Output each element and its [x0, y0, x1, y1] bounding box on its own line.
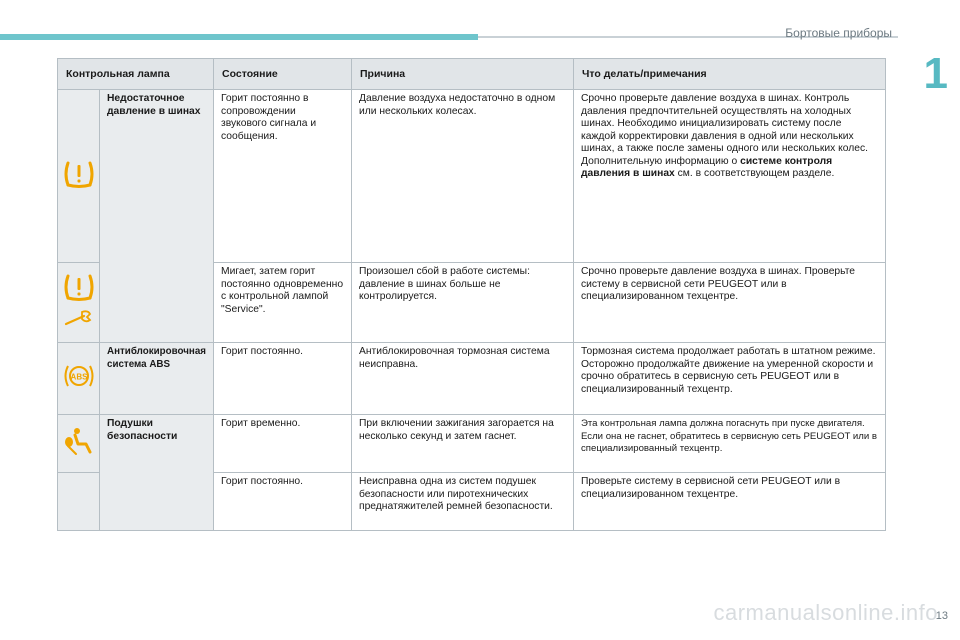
table-row [58, 90, 886, 263]
page-number: 13 [935, 610, 948, 622]
lamp-state: Горит постоянно. [214, 473, 352, 531]
airbag-icon [62, 426, 96, 456]
table-row [58, 343, 886, 415]
column-header-action: Что делать/примечания [574, 59, 886, 90]
lamp-cause: При включении зажигания загорается на несколько секунд и затем гаснет. [352, 415, 574, 473]
lamp-state: Горит постоянно в сопровождении звукового сигнала и сообщения. [214, 90, 352, 263]
header-accent-bar [0, 34, 478, 40]
action-line: Дополнительную информацию о [581, 155, 741, 167]
action-line: Срочно проверьте давление воздуха в шинах. [581, 93, 802, 104]
lamp-action: Эта контрольная лампа должна погаснуть при пуске двигателя. Если она не гаснет, обратитесь в сервисную сеть PEUGEOT или в специализированный техцентр. [574, 415, 886, 473]
lamp-action: Проверьте систему в сервисной сети PEUGEOT или в специализированном техцентре. [574, 473, 886, 531]
lamp-cause: Произошел сбой в работе системы: давление в шинах больше не контролируется. [352, 263, 574, 343]
lamp-icon-cell [58, 473, 100, 531]
chapter-number: 1 [923, 49, 948, 98]
warning-lamps-table [57, 58, 886, 531]
lamp-name: Недостаточное давление в шинах [100, 90, 214, 343]
svg-text:ABS: ABS [70, 372, 87, 382]
column-header-state: Состояние [214, 59, 352, 90]
lamp-cause: Давление воздуха недостаточно в одном или нескольких колесах. [352, 90, 574, 263]
lamp-icon-cell [58, 263, 100, 343]
action-line: см. в соответствующем разделе. [674, 168, 835, 179]
lamp-action: Срочно проверьте давление воздуха в шинах. Проверьте систему в сервисной сети PEUGEOT или в специализированном техцентре. [574, 263, 886, 343]
lamp-icon-cell [58, 90, 100, 263]
table-header-row [58, 59, 886, 90]
abs-icon [62, 361, 96, 391]
tire-pressure-warning-icon [62, 157, 96, 191]
column-header-cause: Причина [352, 59, 574, 90]
column-header-lamp: Контрольная лампа [58, 59, 214, 90]
service-wrench-icon [62, 308, 96, 328]
lamp-action: Тормозная система продолжает работать в штатном режиме. Осторожно продолжайте движение на умеренной скорости и срочно обратитесь в сервисную сеть PEUGEOT или в специализированный техцентр. [574, 343, 886, 415]
lamp-icon-cell [58, 415, 100, 473]
lamp-name: Подушки безопасности [100, 415, 214, 531]
action-line: Необходимо инициализировать систему после каждой корректировки давления в одной или нескольких шинах, а также после замены одного или нескольких колес. [581, 118, 869, 154]
lamp-icon-cell [58, 343, 100, 415]
lamp-state: Горит постоянно. [214, 343, 352, 415]
lamp-state: Мигает, затем горит постоянно одновременно с контрольной лампой "Service". [214, 263, 352, 343]
table-row [58, 415, 886, 473]
action-line: Контроль давления предпочтительней осуществлять на холодных шинах. [581, 93, 852, 129]
lamp-action [574, 90, 886, 263]
cross-reference-link[interactable]: системе контроля давления в шинах [581, 155, 833, 179]
watermark: carmanualsonline.info [713, 600, 938, 625]
lamp-cause: Неисправна одна из систем подушек безопасности или пиротехнических преднатяжителей ремней безопасности. [352, 473, 574, 531]
tire-pressure-warning-icon [62, 273, 96, 303]
lamp-state: Горит временно. [214, 415, 352, 473]
lamp-name: Антиблокировочная система ABS [100, 343, 214, 415]
lamp-cause: Антиблокировочная тормозная система неисправна. [352, 343, 574, 415]
section-title: Бортовые приборы [785, 26, 892, 40]
